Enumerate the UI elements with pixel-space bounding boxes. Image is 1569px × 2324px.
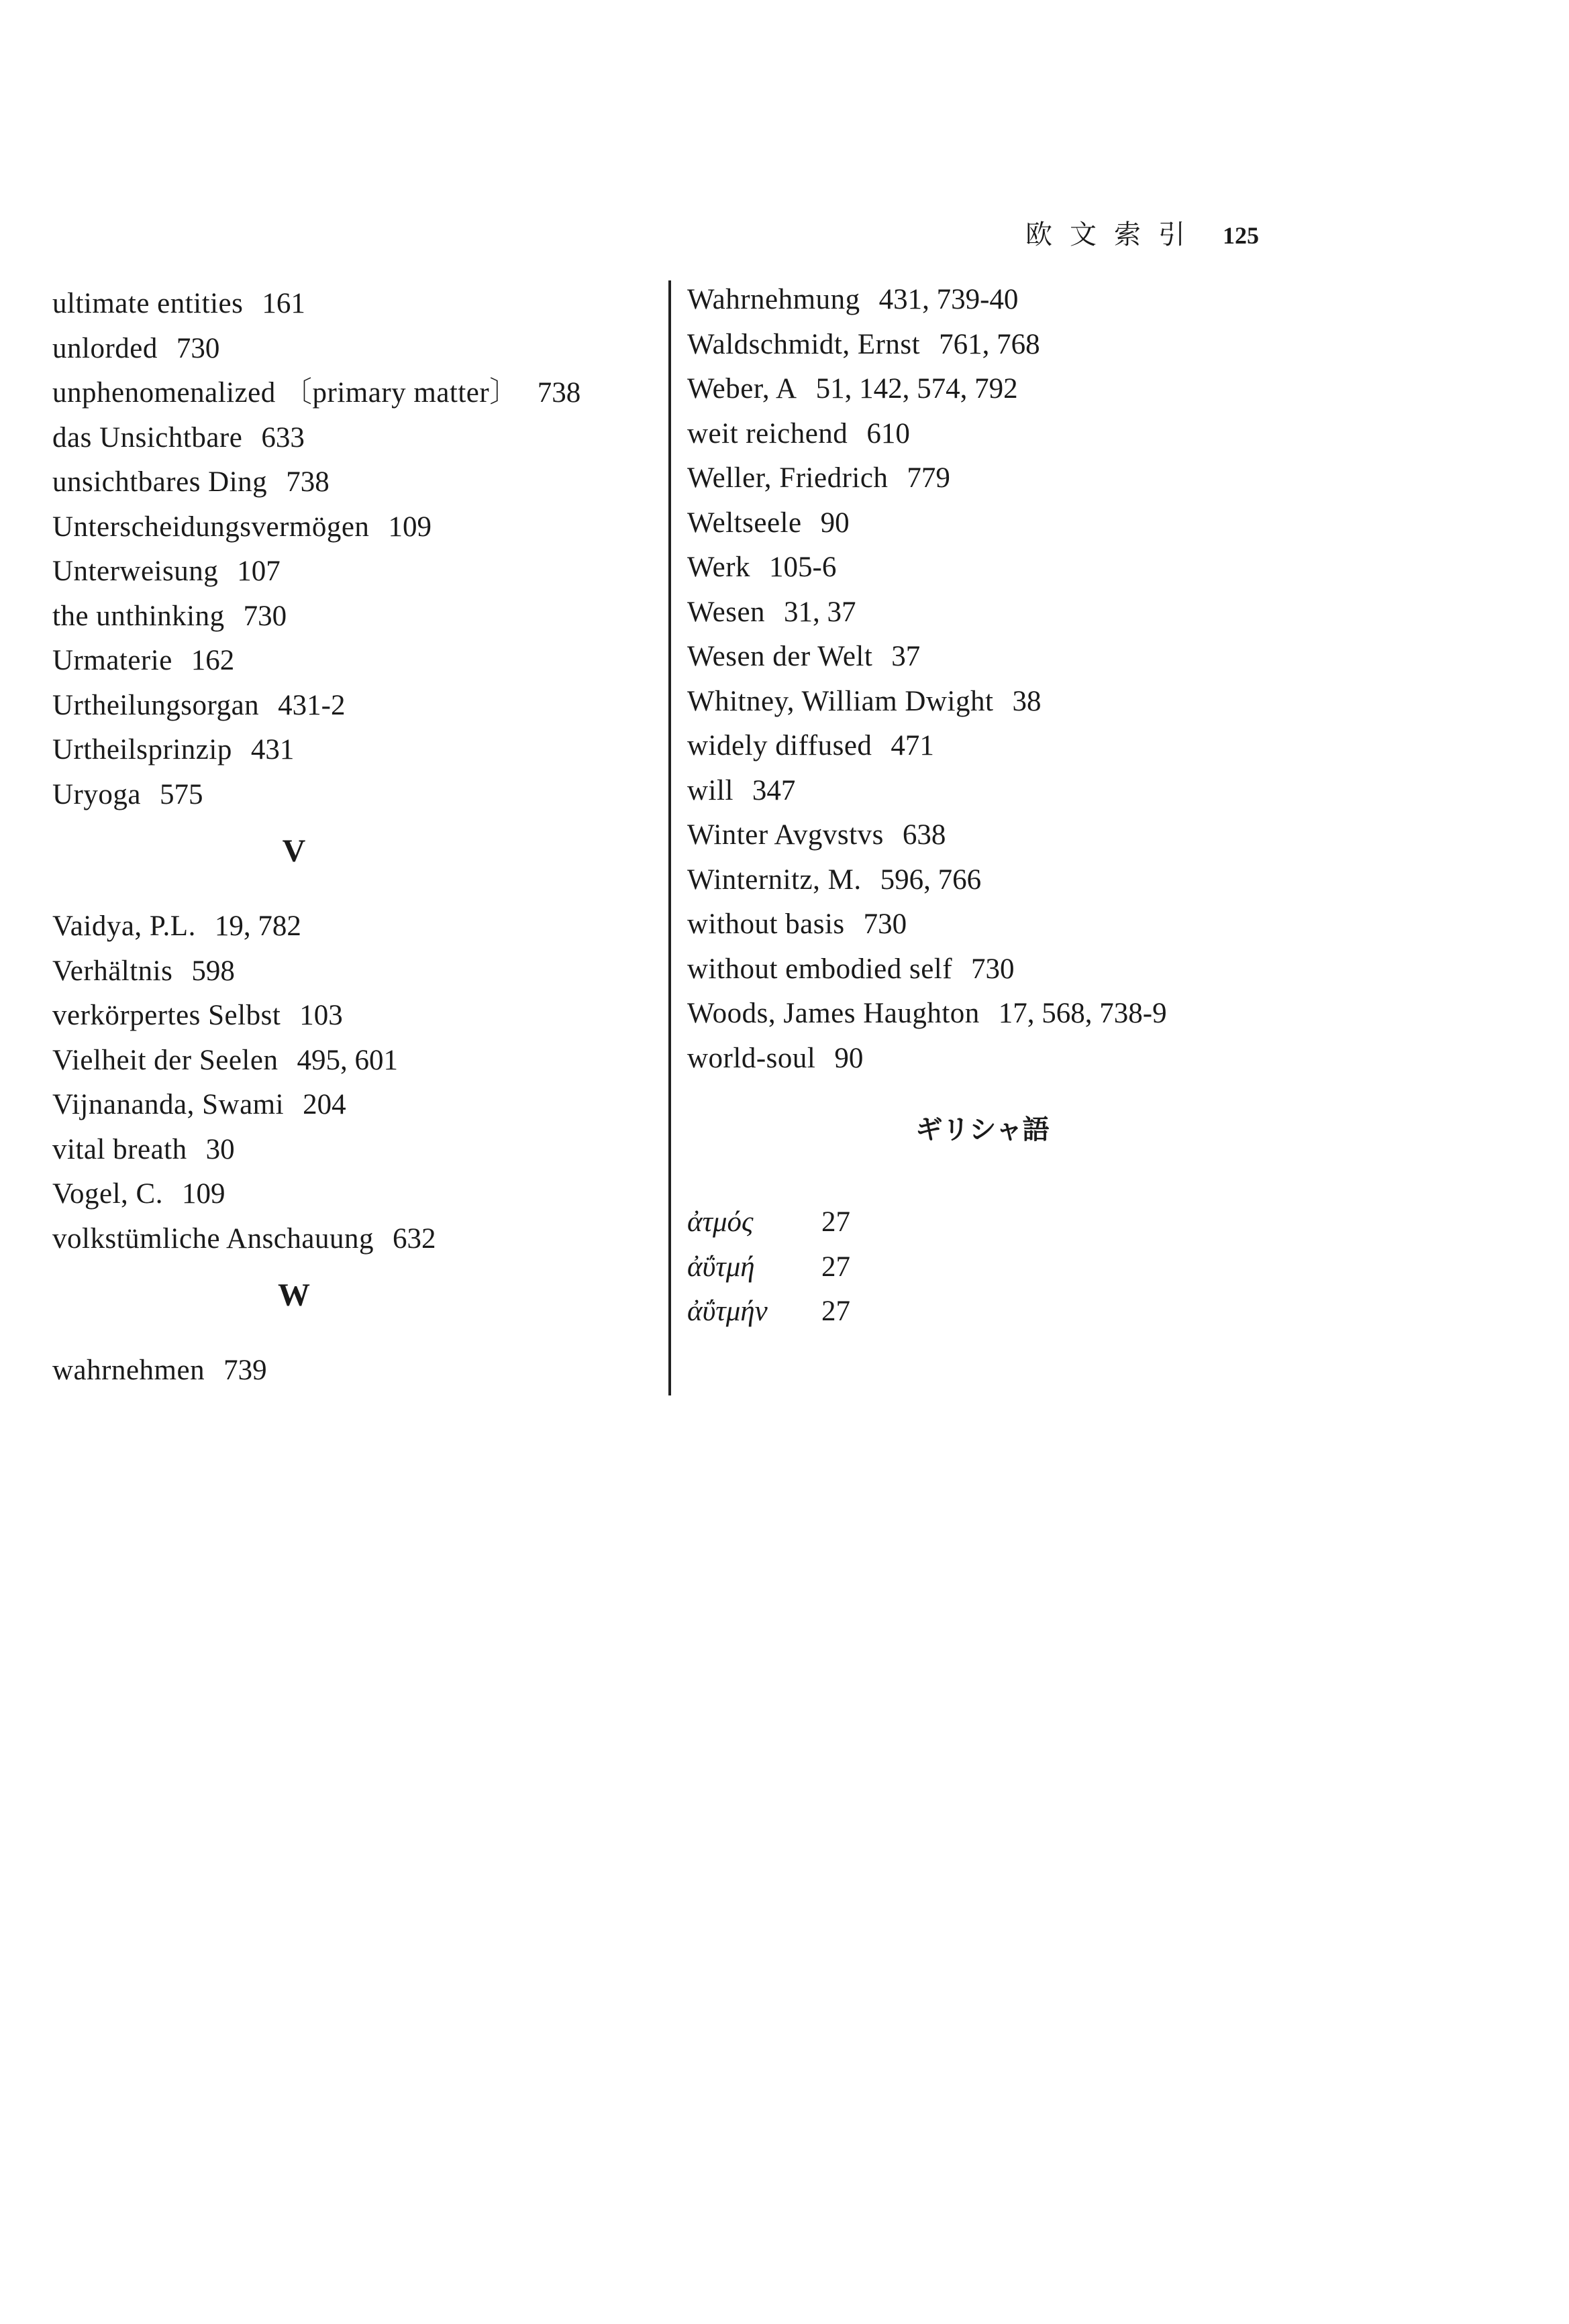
entry-pages: 738 [286,466,330,498]
entry-term: wahrnehmen [52,1355,205,1386]
index-entry [687,1037,1278,1081]
index-entry [52,1083,643,1128]
entry-term: vital breath [52,1133,187,1165]
index-entry [687,813,1278,858]
entry-pages: 90 [820,507,850,539]
index-entry [52,416,643,461]
entries-u [52,282,643,817]
entry-term: Unterscheidungsvermögen [52,511,370,543]
index-entry [52,773,643,818]
entry-term: the unthinking [52,600,225,632]
entry-pages: 37 [891,641,921,672]
entry-pages: 347 [752,774,796,806]
entry-term: Urtheilungsorgan [52,689,260,721]
index-entry [687,545,1278,590]
entry-term: Wesen der Welt [687,641,873,672]
entry-term: ἀΰτμήν [687,1296,768,1327]
index-entry [52,282,643,327]
entry-term: das Unsichtbare [52,421,243,454]
entry-pages: 779 [907,462,950,494]
entry-pages: 738 [537,377,581,409]
index-entry [52,949,643,994]
index-entry [52,728,643,773]
index-entry [52,1172,643,1217]
right-column [687,278,1278,1334]
entries-w-left [52,1349,643,1393]
entry-pages: 638 [902,819,946,851]
index-entry [687,367,1278,412]
index-entry [52,684,643,729]
index-entry [687,501,1278,546]
entry-term: Werk [687,551,751,583]
entry-pages: 739 [223,1355,267,1386]
entry-pages: 730 [971,953,1015,985]
entry-pages: 103 [299,1000,343,1031]
entry-term: verkörpertes Selbst [52,1000,281,1031]
header-title: 欧文索引 [1025,219,1203,250]
index-entry [52,594,643,639]
entry-pages: 17, 568, 738-9 [998,998,1167,1029]
entry-term: Winter Avgvstvs [687,819,884,851]
section-heading-w: W [278,1277,310,1313]
index-entry [52,904,643,949]
entry-pages: 38 [1012,685,1042,717]
entry-pages: 30 [205,1133,235,1165]
entry-term: Whitney, William Dwight [687,685,994,717]
index-entry [687,1200,1278,1245]
entry-term: Wahrnehmung [687,284,860,315]
entry-term: Winternitz, M. [687,863,862,896]
entry-term: ἀτμός [687,1206,754,1238]
entry-pages: 575 [159,778,203,810]
entry-pages: 109 [181,1178,225,1210]
index-entry [687,680,1278,725]
page-number: 125 [1223,222,1259,249]
entry-term: ultimate entities [52,288,244,319]
index-entry [52,639,643,684]
entry-pages: 162 [191,645,235,676]
index-entry [687,456,1278,501]
index-entry [687,769,1278,814]
left-column [52,282,643,1393]
index-entry [687,1289,1278,1334]
entry-term: without basis [687,908,845,940]
entry-pages: 431, 739-40 [878,284,1019,315]
entry-term: Vijnananda, Swami [52,1089,285,1120]
entry-pages: 633 [261,421,305,454]
page-header [1025,213,1259,252]
entry-pages: 27 [821,1296,850,1327]
entry-term: volkstümliche Anschauung [52,1222,374,1255]
entry-term: Woods, James Haughton [687,998,980,1029]
entry-term: unlorded [52,332,158,364]
index-entry [687,635,1278,680]
entry-term: Vielheit der Seelen [52,1044,279,1076]
entry-pages: 431 [250,734,295,765]
entry-pages: 761, 768 [939,328,1040,360]
index-entry [52,1217,643,1262]
index-entry [687,323,1278,368]
entry-term: widely diffused [687,730,872,761]
column-divider [668,280,671,1395]
entry-pages: 730 [243,600,287,632]
entry-term: Wesen [687,596,766,628]
index-entry [687,278,1278,323]
entry-pages: 610 [866,417,910,450]
entry-pages: 471 [891,730,934,761]
index-entry [52,1128,643,1173]
entry-pages: 90 [834,1042,864,1074]
entry-term: Weller, Friedrich [687,462,889,494]
entry-pages: 107 [237,556,281,587]
entry-pages: 598 [191,955,235,987]
index-entry [52,371,643,416]
entry-term: Uryoga [52,778,141,810]
index-entry [687,858,1278,903]
entry-pages: 596, 766 [880,863,982,896]
entry-pages: 51, 142, 574, 792 [815,373,1018,405]
index-entry [687,590,1278,635]
entry-term: world-soul [687,1042,816,1074]
entry-term: Vaidya, P.L. [52,910,196,942]
entry-term: ἀΰτμή [687,1251,755,1283]
entry-term: Weber, A [687,373,797,405]
entry-pages: 161 [262,288,305,319]
index-entry [687,947,1278,992]
index-entry [52,327,643,372]
entry-pages: 31, 37 [784,596,856,628]
entry-term: Verhältnis [52,955,173,987]
entry-term: will [687,774,733,806]
entry-term: Urtheilsprinzip [52,734,232,765]
index-entry [52,549,643,594]
section-heading-greek: ギリシャ語 [915,1114,1050,1145]
section-heading-v: V [282,833,306,869]
index-entry [687,902,1278,947]
entry-term: unphenomenalized 〔primary matter〕 [52,377,519,409]
entry-pages: 632 [392,1222,436,1255]
entry-term: without embodied self [687,953,953,985]
entry-pages: 730 [863,908,907,940]
entry-pages: 109 [388,511,432,543]
entry-pages: 495, 601 [297,1044,398,1076]
entry-pages: 27 [821,1251,850,1283]
index-entry [687,412,1278,457]
index-entry [52,505,643,550]
entry-term: unsichtbares Ding [52,466,268,498]
entry-pages: 19, 782 [214,910,301,942]
index-entry [52,1039,643,1084]
index-entry [52,1349,643,1393]
entry-pages: 431-2 [278,689,346,721]
entry-term: Vogel, C. [52,1178,163,1210]
index-entry [52,460,643,505]
entry-pages: 730 [176,332,220,364]
index-entry [687,724,1278,769]
entry-term: Unterweisung [52,556,219,587]
entry-pages: 27 [821,1206,850,1238]
entry-pages: 204 [303,1089,346,1120]
entry-term: Waldschmidt, Ernst [687,328,921,360]
entry-pages: 105-6 [769,551,837,583]
entry-term: weit reichend [687,417,848,450]
index-entry [687,1245,1278,1290]
entry-term: Weltseele [687,507,802,539]
entries-w-right [687,278,1278,1081]
index-entry [52,994,643,1039]
index-entry [687,992,1278,1037]
entries-v [52,904,643,1261]
entries-greek [687,1200,1278,1334]
entry-term: Urmaterie [52,645,172,676]
